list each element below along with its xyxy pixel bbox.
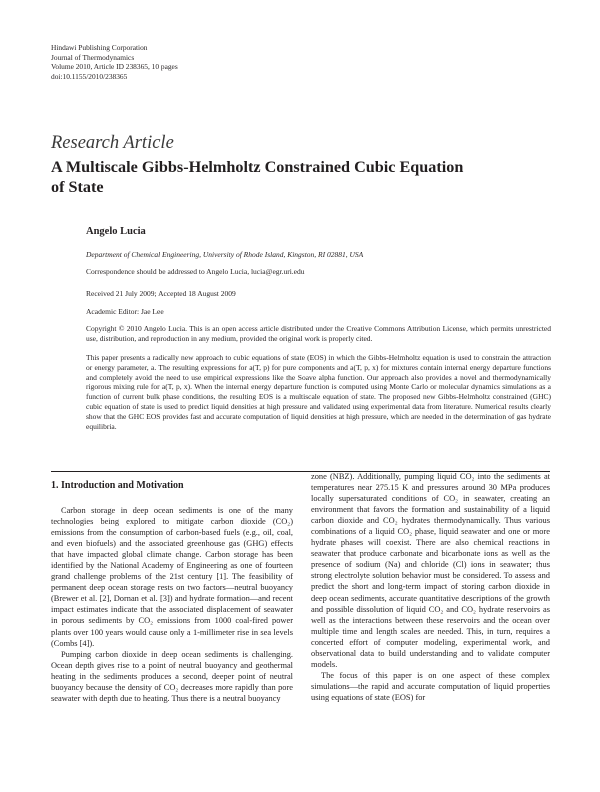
volume-info: Volume 2010, Article ID 238365, 10 pages (51, 62, 178, 72)
journal-name: Journal of Thermodynamics (51, 52, 135, 62)
body-paragraph: Pumping carbon dioxide in deep ocean sediments is challenging. Ocean depth gives rise to a point of neutral buoyancy and geothermal heating in the sediments produces a second, deeper point of neutral buoyancy because the density of CO₂ decreases more rapidly than pore seawater with depth due to heating. Thus there is a neutral buoyancy (51, 649, 293, 703)
journal-header (51, 43, 178, 81)
received-dates: Received 21 July 2009; Accepted 18 August 2009 (86, 289, 236, 298)
body-paragraph: zone (NBZ). Additionally, pumping liquid CO₂ into the sediments at temperatures near 275.15 K and pressures around 30 MPa produces locally supersaturated conditions of CO₂ in seawater, creating an environment that favors the formation and sustainability of a liquid carbon dioxide and CO₂ hydrates thermodynamically. Thus various combinations of a liquid CO₂ phase, liquid seawater and one or more hydrate phases will coexist. There are also chemical reactions in seawater that produce carbonate and bicarbonate ions as well as the presence of sodium (Na) and chloride (Cl) ions in seawater; thus strong electrolyte solution behavior must be considered. To assess and predict the short and long-term impact of storing carbon dioxide in deep ocean sediments, accurate quantitative descriptions of the growth and possible dissolution of liquid CO₂ and CO₂ hydrate reservoirs as well as the interactions between these reservoirs and the ocean over multiple time and length scales are needed. This, in turn, requires a concerted effort of computer modeling, experimental work, and observational data to build understanding and to validate computer models. (311, 472, 550, 669)
left-column (51, 505, 293, 704)
academic-editor: Academic Editor: Jae Lee (86, 307, 164, 316)
abstract: This paper presents a radically new approach to cubic equations of state (EOS) in which the Gibbs-Helmholtz equation is used to constrain the attraction or energy parameter, a. The resulting expressions for a(T, p) for pure components and a(T, p, x) for mixtures contain internal energy departure functions and completely avoid the need to use empirical expressions like the Soave alpha function. Our approach also provides a novel and thermodynamically rigorous mixing rule for a(T, p, x). When the internal energy departure function is computed using Monte Carlo or molecular dynamics simulations as a function of current bulk phase conditions, the resulting EOS is a multiscale equation of state. The proposed new Gibbs-Helmholtz constrained (GHC) cubic equation of state is used to predict liquid densities at high pressure and validated using experimental data from literature. Numerical results clearly show that the GHC EOS provides fast and accurate computation of liquid densities at high pressure, which are needed in the determination of gas hydrate equilibria. (86, 353, 551, 431)
article-title: A Multiscale Gibbs-Helmholtz Constrained Cubic Equation of State (51, 158, 464, 196)
correspondence: Correspondence should be addressed to Angelo Lucia, lucia@egr.uri.edu (86, 267, 305, 276)
publisher: Hindawi Publishing Corporation (51, 43, 148, 52)
right-column (311, 471, 550, 703)
body-paragraph: The focus of this paper is on one aspect of these complex simulations—the rapid and accurate computation of liquid properties using equations of state (EOS) for (311, 670, 550, 702)
article-type-label: Research Article (51, 133, 174, 153)
affiliation: Department of Chemical Engineering, University of Rhode Island, Kingston, RI 02881, USA (86, 250, 364, 259)
doi: doi:10.1155/2010/238365 (51, 71, 128, 81)
section-heading: 1. Introduction and Motivation (51, 480, 184, 491)
copyright-notice: Copyright © 2010 Angelo Lucia. This is an open access article distributed under the Creative Commons Attribution License, which permits unrestricted use, distribution, and reproduction in any medium, provided the original work is properly cited. (86, 324, 551, 343)
author-name: Angelo Lucia (86, 226, 146, 237)
body-paragraph: Carbon storage in deep ocean sediments is one of the many technologies being explored to mitigate carbon dioxide (CO₂) emissions from the consumption of carbon-based fuels (e.g., oil, coal, and even biofuels) and the associated greenhouse gas (GHG) effects that have impacted global climate change. Carbon storage has been identified by the National Academy of Engineering as one of fourteen grand challenge problems of the 21st century [1]. The feasibility of permanent deep ocean storage rests on two factors—neutral buoyancy (Brewer et al. [2], Dornan et al. [3]) and hydrate formation—and recent impact estimates indicate that the associated displacement of seawater in porous sediments by CO₂ emissions from 1000 coal-fired power plants over 100 years would cause only a 1-millimeter rise in sea levels (Combs [4]). (51, 506, 293, 648)
